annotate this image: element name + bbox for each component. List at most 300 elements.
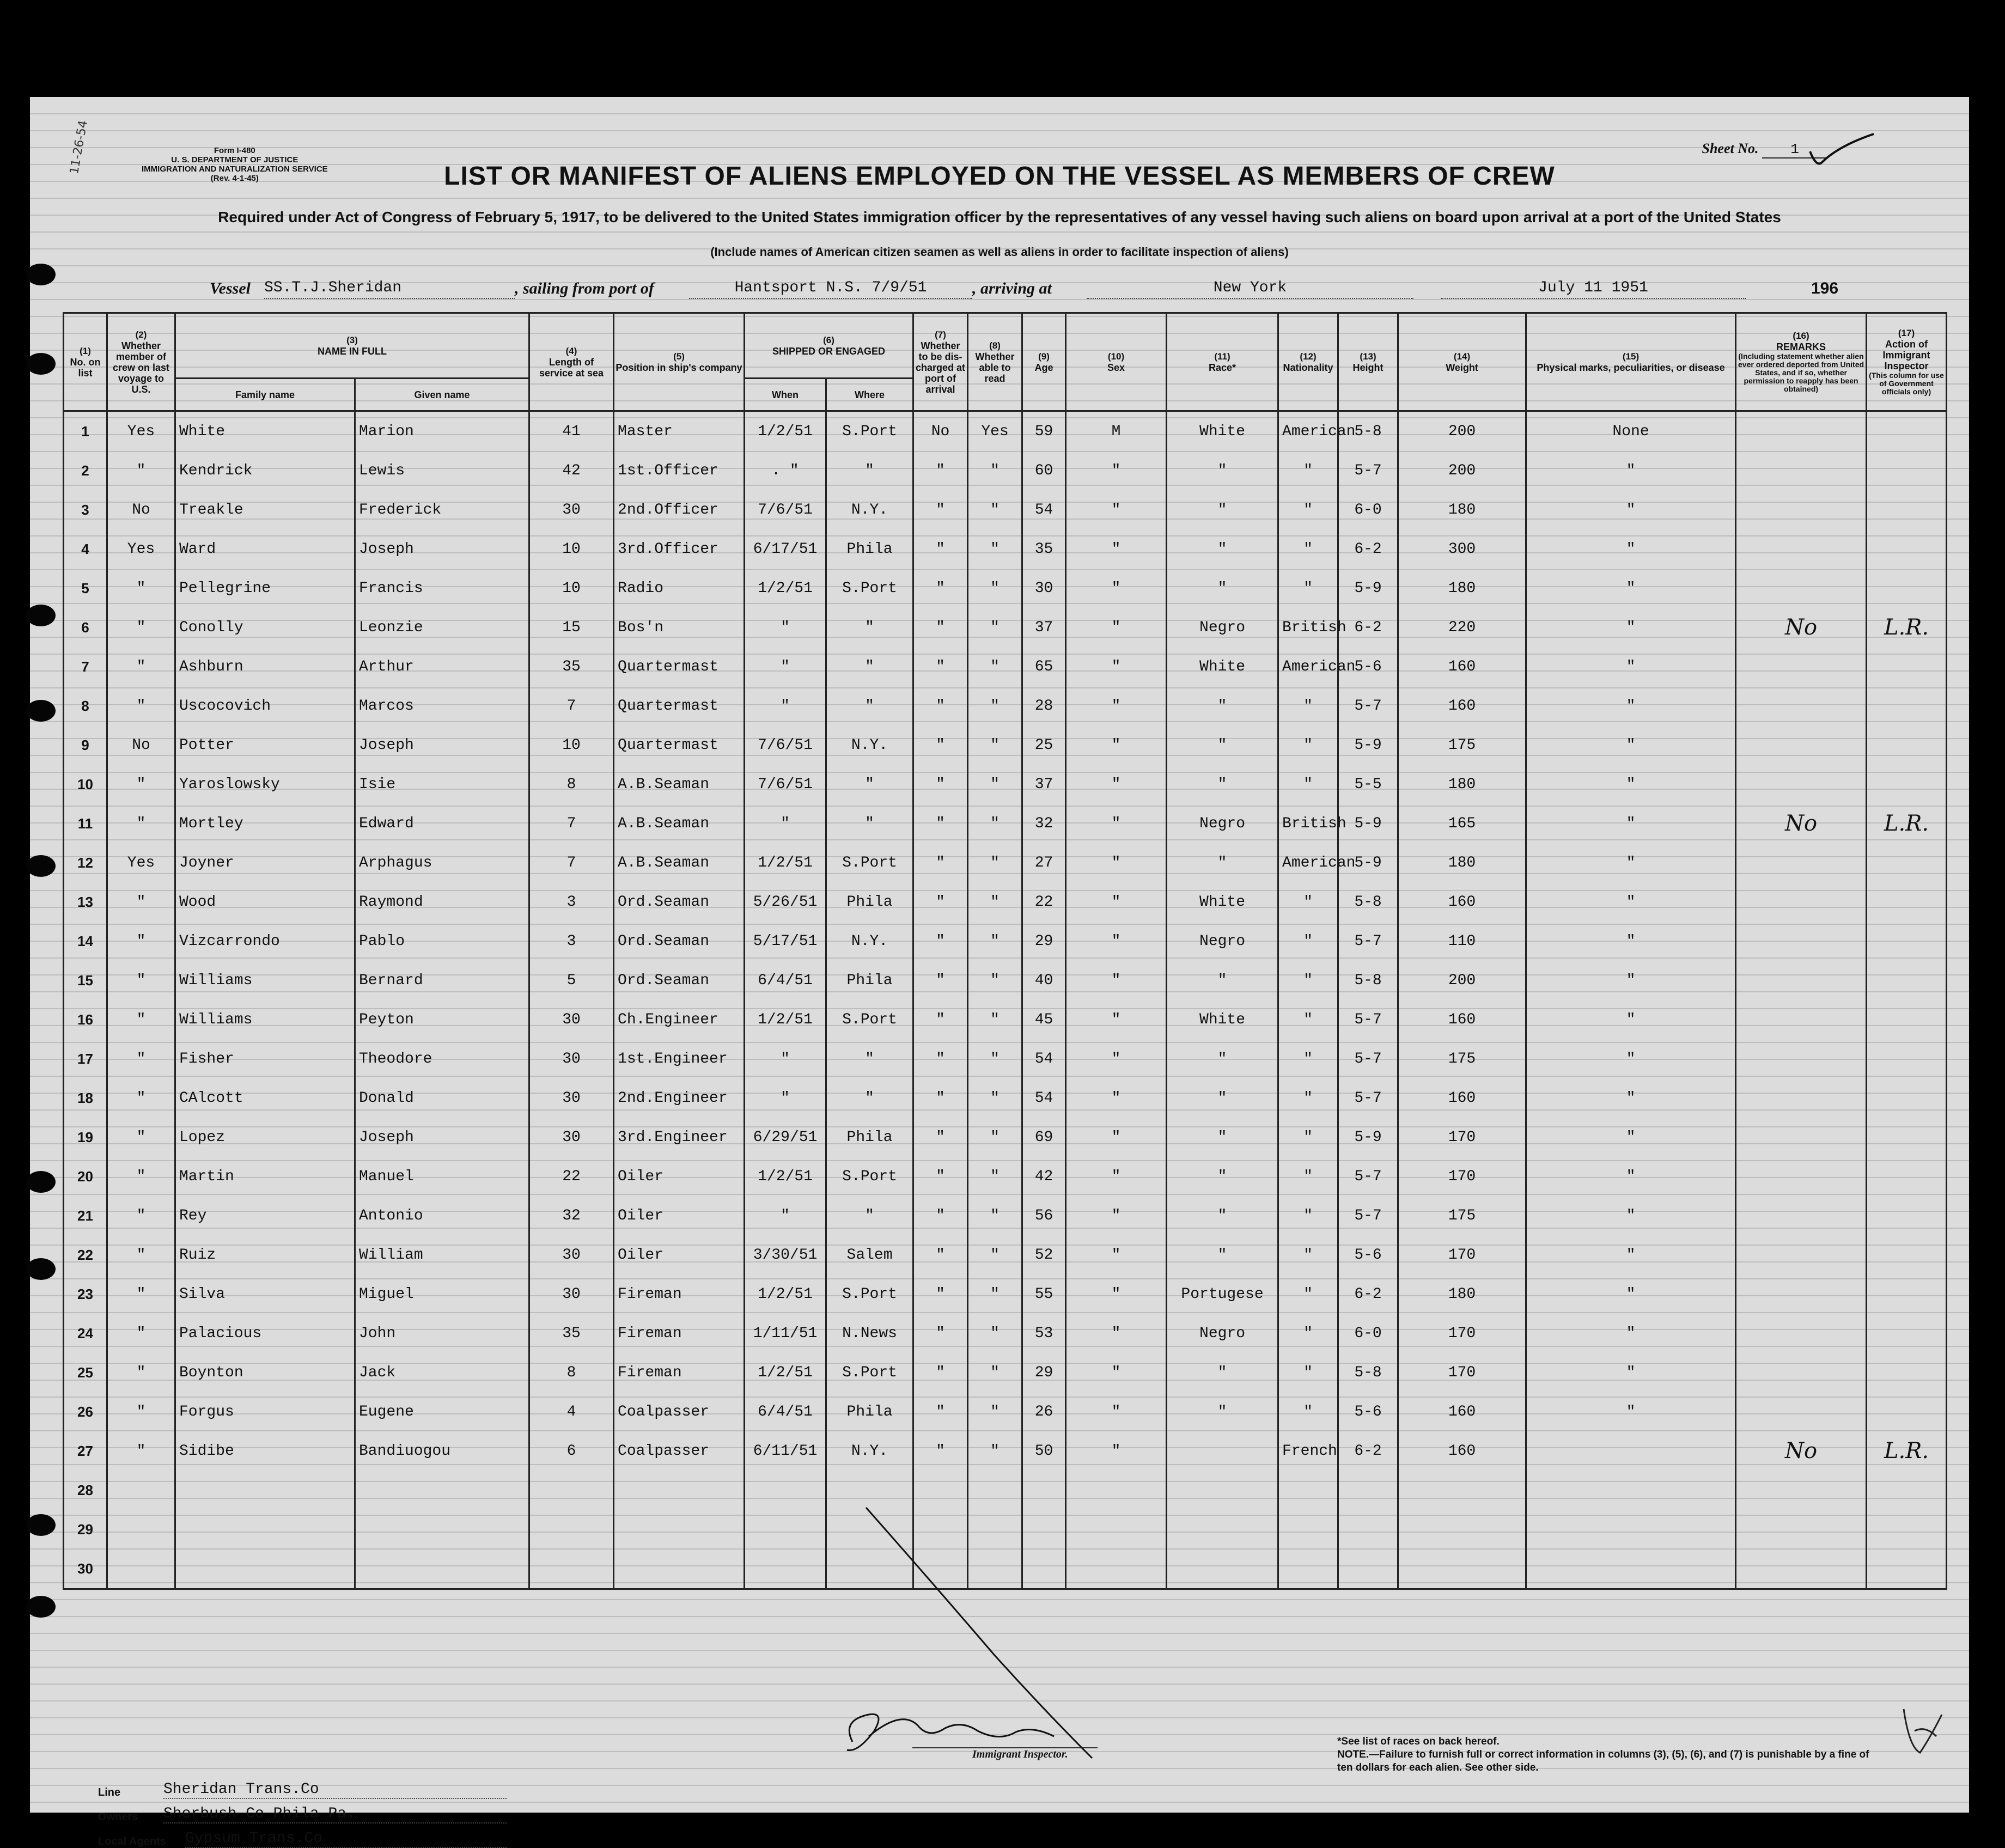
family-name: [175, 1471, 355, 1510]
shipped-where: Phila: [826, 529, 913, 569]
weight: 110: [1398, 922, 1526, 961]
able-to-read: ": [968, 1196, 1022, 1235]
inspector-action: [1867, 529, 1947, 569]
nationality: [1278, 1549, 1338, 1589]
given-name: Donald: [355, 1078, 529, 1118]
height: 5-9: [1338, 804, 1398, 843]
remarks: [1736, 1274, 1867, 1314]
remarks: [1736, 647, 1867, 686]
col-age-header: (9) Age: [1022, 313, 1066, 411]
able-to-read: ": [968, 725, 1022, 765]
punch-hole: [26, 1514, 56, 1536]
family-name: Palacious: [175, 1314, 355, 1353]
row-number: 27: [64, 1431, 107, 1471]
race: Negro: [1167, 804, 1278, 843]
sex: ": [1066, 1431, 1167, 1471]
inspector-action: [1867, 1392, 1947, 1431]
table-row: [64, 804, 1947, 843]
row-number: 12: [64, 843, 107, 882]
sex: ": [1066, 1157, 1167, 1196]
weight: 165: [1398, 804, 1526, 843]
position: A.B.Seaman: [614, 843, 745, 882]
prev-voyage: ": [107, 1431, 175, 1471]
footnote: [1337, 1735, 1882, 1774]
table-row: [64, 451, 1947, 490]
height: 5-7: [1338, 1196, 1398, 1235]
family-name: Boynton: [175, 1353, 355, 1392]
sex: ": [1066, 569, 1167, 608]
shipped-when: . ": [745, 451, 826, 490]
race: ": [1167, 490, 1278, 529]
nationality: ": [1278, 725, 1338, 765]
physical-marks: ": [1526, 1039, 1736, 1078]
position: Quartermast: [614, 647, 745, 686]
nationality: [1278, 1471, 1338, 1510]
race: White: [1167, 647, 1278, 686]
nationality: ": [1278, 1314, 1338, 1353]
given-name: William: [355, 1235, 529, 1274]
age: 26: [1022, 1392, 1066, 1431]
weight: 160: [1398, 686, 1526, 725]
prev-voyage: ": [107, 1000, 175, 1039]
physical-marks: [1526, 1471, 1736, 1510]
sex: ": [1066, 725, 1167, 765]
line-label: Line: [98, 1786, 121, 1798]
row-number: 13: [64, 882, 107, 922]
service-length: [529, 1510, 614, 1549]
vessel-name: SS.T.J.Sheridan: [264, 279, 515, 299]
shipped-when: 7/6/51: [745, 765, 826, 804]
inspector-action: [1867, 1274, 1947, 1314]
service-length: 10: [529, 725, 614, 765]
family-name: Martin: [175, 1157, 355, 1196]
nationality: ": [1278, 882, 1338, 922]
row-number: 3: [64, 490, 107, 529]
service-length: 32: [529, 1196, 614, 1235]
service-length: 22: [529, 1157, 614, 1196]
nationality: ": [1278, 1157, 1338, 1196]
service-length: 30: [529, 1039, 614, 1078]
inspector-action: [1867, 843, 1947, 882]
shipped-when: 5/26/51: [745, 882, 826, 922]
weight: 200: [1398, 451, 1526, 490]
race: [1167, 1431, 1278, 1471]
weight: 175: [1398, 725, 1526, 765]
height: 5-8: [1338, 961, 1398, 1000]
discharged: ": [913, 1235, 968, 1274]
height: 5-7: [1338, 686, 1398, 725]
discharged: ": [913, 686, 968, 725]
family-name: Conolly: [175, 608, 355, 647]
shipped-where: S.Port: [826, 1353, 913, 1392]
given-name: John: [355, 1314, 529, 1353]
prev-voyage: ": [107, 1314, 175, 1353]
nationality: ": [1278, 1353, 1338, 1392]
position: Fireman: [614, 1314, 745, 1353]
ruled-line: [30, 1802, 1969, 1803]
row-number: 16: [64, 1000, 107, 1039]
service-length: 30: [529, 1078, 614, 1118]
physical-marks: [1526, 1510, 1736, 1549]
prev-voyage: ": [107, 1353, 175, 1392]
race: ": [1167, 529, 1278, 569]
discharged: ": [913, 1196, 968, 1235]
given-name: Theodore: [355, 1039, 529, 1078]
remarks: [1736, 1314, 1867, 1353]
ruled-line: [30, 113, 1969, 114]
prev-voyage: [107, 1471, 175, 1510]
position: Oiler: [614, 1235, 745, 1274]
remarks: [1736, 411, 1867, 452]
given-name: Manuel: [355, 1157, 529, 1196]
nationality: ": [1278, 451, 1338, 490]
height: 5-7: [1338, 451, 1398, 490]
shipped-when: 1/2/51: [745, 1353, 826, 1392]
table-row: [64, 922, 1947, 961]
shipped-when: 7/6/51: [745, 490, 826, 529]
race: Negro: [1167, 1314, 1278, 1353]
remarks: [1736, 961, 1867, 1000]
physical-marks: ": [1526, 725, 1736, 765]
able-to-read: ": [968, 1118, 1022, 1157]
race: ": [1167, 686, 1278, 725]
given-name: Edward: [355, 804, 529, 843]
inspector-label: Immigrant Inspector.: [972, 1748, 1068, 1760]
physical-marks: [1526, 1431, 1736, 1471]
service-length: 30: [529, 1235, 614, 1274]
shipped-where: S.Port: [826, 569, 913, 608]
sex: ": [1066, 608, 1167, 647]
owners-field: [98, 1806, 356, 1823]
family-name: Williams: [175, 961, 355, 1000]
initials-mark: [1893, 1704, 1947, 1758]
prev-voyage: ": [107, 961, 175, 1000]
row-number: 7: [64, 647, 107, 686]
sex: ": [1066, 1078, 1167, 1118]
given-name: Francis: [355, 569, 529, 608]
col-race-header: (11) Race*: [1167, 313, 1278, 411]
race: ": [1167, 1196, 1278, 1235]
shipped-when: [745, 1549, 826, 1589]
shipped-when: ": [745, 1196, 826, 1235]
service-length: 35: [529, 647, 614, 686]
position: Oiler: [614, 1157, 745, 1196]
physical-marks: None: [1526, 411, 1736, 452]
shipped-when: 6/29/51: [745, 1118, 826, 1157]
shipped-when: ": [745, 804, 826, 843]
physical-marks: ": [1526, 686, 1736, 725]
row-number: 1: [64, 411, 107, 452]
inspector-action: [1867, 686, 1947, 725]
given-name: Miguel: [355, 1274, 529, 1314]
remarks: [1736, 922, 1867, 961]
family-name: CAlcott: [175, 1078, 355, 1118]
age: 50: [1022, 1431, 1066, 1471]
discharged: ": [913, 1000, 968, 1039]
col-position-header: (5) Position in ship's company: [614, 313, 745, 411]
nationality: ": [1278, 686, 1338, 725]
discharged: ": [913, 490, 968, 529]
arriving-port: New York: [1087, 279, 1413, 299]
nationality: ": [1278, 1039, 1338, 1078]
table-row: [64, 647, 1947, 686]
service-length: 30: [529, 1274, 614, 1314]
able-to-read: ": [968, 608, 1022, 647]
table-row: [64, 1196, 1947, 1235]
punch-hole: [26, 353, 56, 375]
able-to-read: ": [968, 1431, 1022, 1471]
prev-voyage: Yes: [107, 411, 175, 452]
race: [1167, 1471, 1278, 1510]
height: 5-9: [1338, 843, 1398, 882]
age: 42: [1022, 1157, 1066, 1196]
inspector-action: [1867, 1078, 1947, 1118]
physical-marks: ": [1526, 451, 1736, 490]
weight: 180: [1398, 490, 1526, 529]
able-to-read: ": [968, 882, 1022, 922]
prev-voyage: [107, 1510, 175, 1549]
height: 5-9: [1338, 569, 1398, 608]
inspector-action: [1867, 922, 1947, 961]
race: ": [1167, 1039, 1278, 1078]
table-row: [64, 1431, 1947, 1471]
remarks: [1736, 1118, 1867, 1157]
page-title: LIST OR MANIFEST OF ALIENS EMPLOYED ON THE VESSEL AS MEMBERS OF CREW: [444, 162, 1555, 191]
inspector-action: [1867, 647, 1947, 686]
row-number: 30: [64, 1549, 107, 1589]
shipped-where: ": [826, 647, 913, 686]
row-number: 9: [64, 725, 107, 765]
punch-hole: [26, 605, 56, 626]
service-length: 10: [529, 569, 614, 608]
table-row: [64, 1274, 1947, 1314]
age: 54: [1022, 1078, 1066, 1118]
footnote-races: *See list of races on back hereof.: [1337, 1736, 1500, 1747]
position: A.B.Seaman: [614, 804, 745, 843]
shipped-where: S.Port: [826, 411, 913, 452]
discharged: ": [913, 882, 968, 922]
sex: ": [1066, 1353, 1167, 1392]
shipped-when: 1/11/51: [745, 1314, 826, 1353]
weight: 160: [1398, 1431, 1526, 1471]
race: ": [1167, 1235, 1278, 1274]
remarks: [1736, 1157, 1867, 1196]
weight: 180: [1398, 843, 1526, 882]
position: [614, 1471, 745, 1510]
prev-voyage: ": [107, 1157, 175, 1196]
age: 54: [1022, 490, 1066, 529]
service-length: 7: [529, 686, 614, 725]
family-name: Sidibe: [175, 1431, 355, 1471]
nationality: ": [1278, 961, 1338, 1000]
prev-voyage: ": [107, 804, 175, 843]
weight: 180: [1398, 765, 1526, 804]
service-length: 8: [529, 1353, 614, 1392]
age: 37: [1022, 608, 1066, 647]
table-row: [64, 1157, 1947, 1196]
discharged: ": [913, 569, 968, 608]
remarks: [1736, 1510, 1867, 1549]
age: 60: [1022, 451, 1066, 490]
row-number: 28: [64, 1471, 107, 1510]
row-number: 18: [64, 1078, 107, 1118]
manifest-sheet: [30, 97, 1969, 1847]
position: Ord.Seaman: [614, 882, 745, 922]
department: U. S. DEPARTMENT OF JUSTICE: [171, 155, 298, 164]
position: Quartermast: [614, 686, 745, 725]
position: Coalpasser: [614, 1392, 745, 1431]
table-row: [64, 686, 1947, 725]
able-to-read: ": [968, 1274, 1022, 1314]
age: 30: [1022, 569, 1066, 608]
table-row: [64, 1314, 1947, 1353]
given-name: Joseph: [355, 725, 529, 765]
physical-marks: ": [1526, 843, 1736, 882]
discharged: ": [913, 725, 968, 765]
row-number: 5: [64, 569, 107, 608]
row-number: 6: [64, 608, 107, 647]
race: ": [1167, 1157, 1278, 1196]
remarks: No: [1736, 804, 1867, 843]
shipped-where: ": [826, 686, 913, 725]
inspector-action: [1867, 1510, 1947, 1549]
service-length: 10: [529, 529, 614, 569]
weight: 170: [1398, 1235, 1526, 1274]
shipped-where: ": [826, 765, 913, 804]
able-to-read: ": [968, 686, 1022, 725]
table-row: [64, 1392, 1947, 1431]
physical-marks: ": [1526, 961, 1736, 1000]
punch-hole: [26, 264, 56, 285]
position: Ch.Engineer: [614, 1000, 745, 1039]
nationality: ": [1278, 1196, 1338, 1235]
given-name: Lewis: [355, 451, 529, 490]
shipped-where: N.Y.: [826, 490, 913, 529]
able-to-read: ": [968, 490, 1022, 529]
height: 6-0: [1338, 1314, 1398, 1353]
prev-voyage: No: [107, 490, 175, 529]
row-number: 15: [64, 961, 107, 1000]
physical-marks: [1526, 1549, 1736, 1589]
given-name: [355, 1549, 529, 1589]
physical-marks: ": [1526, 647, 1736, 686]
age: 69: [1022, 1118, 1066, 1157]
inspector-action: [1867, 1000, 1947, 1039]
service-length: 7: [529, 804, 614, 843]
sex: ": [1066, 647, 1167, 686]
physical-marks: ": [1526, 804, 1736, 843]
inspector-action: [1867, 1118, 1947, 1157]
col-prev-voyage-header: (2) Whether member of crew on last voyage to U.S.: [107, 313, 175, 411]
prev-voyage: ": [107, 569, 175, 608]
remarks: [1736, 451, 1867, 490]
col-weight-header: (14) Weight: [1398, 313, 1526, 411]
table-row: [64, 1078, 1947, 1118]
sailing-label: , sailing from port of: [515, 279, 654, 297]
inspector-action: L.R.: [1867, 608, 1947, 647]
shipped-where: ": [826, 1078, 913, 1118]
remarks: [1736, 1471, 1867, 1510]
punch-hole: [26, 855, 56, 877]
shipped-when: 1/2/51: [745, 411, 826, 452]
family-name: Joyner: [175, 843, 355, 882]
family-name: Ruiz: [175, 1235, 355, 1274]
nationality: American: [1278, 647, 1338, 686]
shipped-when: 1/2/51: [745, 569, 826, 608]
given-name: Eugene: [355, 1392, 529, 1431]
race: Negro: [1167, 608, 1278, 647]
age: 65: [1022, 647, 1066, 686]
sex: ": [1066, 1235, 1167, 1274]
able-to-read: ": [968, 922, 1022, 961]
row-number: 19: [64, 1118, 107, 1157]
col-height-header: (13) Height: [1338, 313, 1398, 411]
able-to-read: ": [968, 1157, 1022, 1196]
height: 5-7: [1338, 1039, 1398, 1078]
punch-hole: [26, 1596, 56, 1618]
race: ": [1167, 725, 1278, 765]
weight: 180: [1398, 569, 1526, 608]
subtitle: Required under Act of Congress of February 5, 1917, to be delivered to the United States immigration officer by the representatives of any vessel having such aliens on board upon arrival at a port of the United States: [218, 209, 1781, 225]
age: 40: [1022, 961, 1066, 1000]
col-read-header: (8) Whether able to read: [968, 313, 1022, 411]
family-name: Pellegrine: [175, 569, 355, 608]
inspector-action: [1867, 1314, 1947, 1353]
discharged: ": [913, 1353, 968, 1392]
race: ": [1167, 843, 1278, 882]
discharged: ": [913, 765, 968, 804]
remarks: [1736, 569, 1867, 608]
sex: ": [1066, 765, 1167, 804]
shipped-when: ": [745, 1078, 826, 1118]
race: Negro: [1167, 922, 1278, 961]
shipped-when: 1/2/51: [745, 1274, 826, 1314]
prev-voyage: ": [107, 1118, 175, 1157]
col-where-header: Where: [826, 379, 913, 411]
prev-voyage: ": [107, 1235, 175, 1274]
shipped-when: ": [745, 686, 826, 725]
agents-label: Local Agents: [98, 1835, 166, 1847]
col-sex-header: (10) Sex: [1066, 313, 1167, 411]
prev-voyage: Yes: [107, 843, 175, 882]
diagonal-stroke: [863, 1502, 1136, 1774]
shipped-when: ": [745, 647, 826, 686]
col-when-header: When: [745, 379, 826, 411]
family-name: Ashburn: [175, 647, 355, 686]
prev-voyage: ": [107, 1039, 175, 1078]
height: 5-6: [1338, 1392, 1398, 1431]
sheet-label: Sheet No.: [1702, 141, 1759, 156]
shipped-where: Phila: [826, 1392, 913, 1431]
position: Quartermast: [614, 725, 745, 765]
weight: 200: [1398, 961, 1526, 1000]
table-row: [64, 411, 1947, 452]
row-number: 22: [64, 1235, 107, 1274]
race: ": [1167, 765, 1278, 804]
height: 5-5: [1338, 765, 1398, 804]
service-length: 30: [529, 1118, 614, 1157]
shipped-when: 1/2/51: [745, 843, 826, 882]
inspector-action: [1867, 1196, 1947, 1235]
shipped-where: Salem: [826, 1235, 913, 1274]
nationality: ": [1278, 1274, 1338, 1314]
discharged: ": [913, 1314, 968, 1353]
able-to-read: ": [968, 843, 1022, 882]
position: 3rd.Officer: [614, 529, 745, 569]
inspector-action: [1867, 1039, 1947, 1078]
position: Radio: [614, 569, 745, 608]
nationality: ": [1278, 569, 1338, 608]
